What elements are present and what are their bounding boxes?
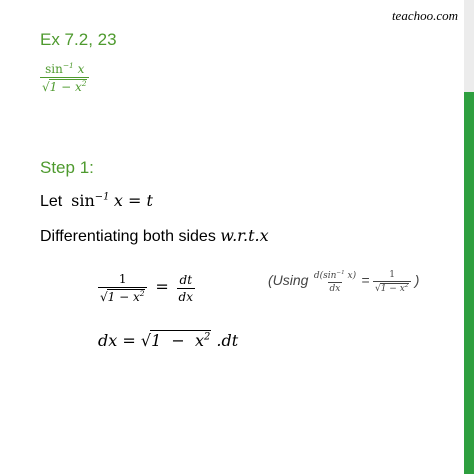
- using-note: (Using $\frac{d(\sin^{-1} x)}{dx}$ = $\frac{1}{√1 - x^2}$ ): [268, 269, 420, 294]
- derivative-equation: $\frac{1}{√1 - x^2}$ = $\frac{dt}{dx}$: [100, 272, 193, 304]
- let-statement: Let $\sin^{-1} x = t$: [40, 191, 153, 210]
- sidebar-accent-bar: [464, 92, 474, 474]
- scroll-sidebar: [464, 0, 474, 474]
- step-label: Step 1:: [40, 158, 94, 177]
- brand-logo: teachoo.com: [391, 8, 458, 23]
- exercise-title: Ex 7.2, 23: [40, 30, 117, 49]
- result-equation: dx = $√1 - x^2$ .dt: [98, 331, 239, 350]
- differentiating-statement: Differentiating both sides w.r.t.x: [40, 226, 269, 245]
- integrand-fraction: $\frac{\sin^{-1} x}{√1 - x^2}$: [40, 62, 89, 94]
